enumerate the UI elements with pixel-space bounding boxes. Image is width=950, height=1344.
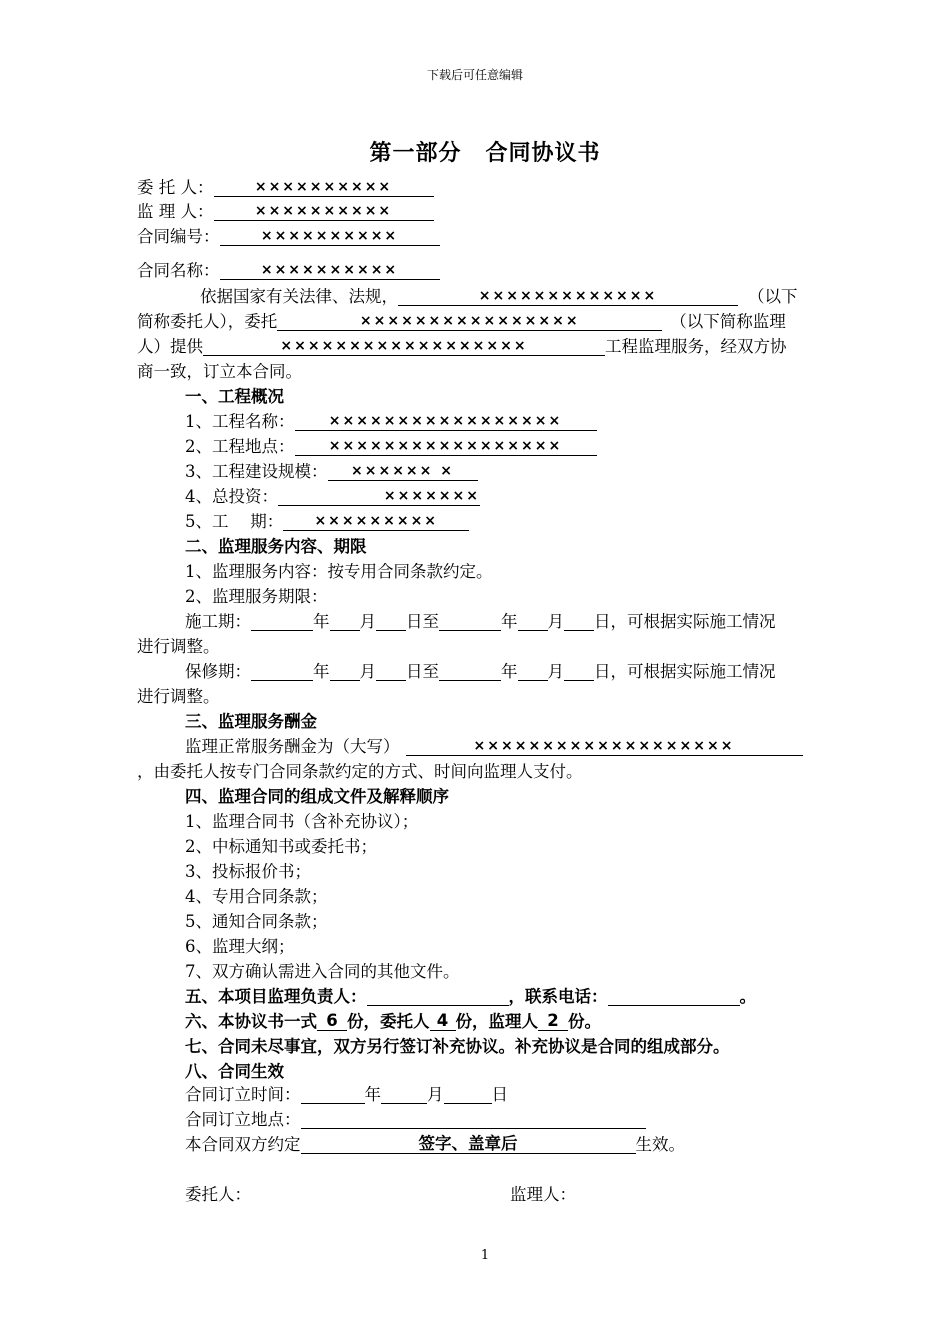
section-3-title: 三、监理服务酬金	[185, 712, 317, 731]
construction-period: 施工期： 年 月 日至 年 月 日，可根据实际施工情况	[185, 612, 776, 631]
contract-number: 合同编号： ××××××××××	[137, 225, 440, 249]
page-title	[0, 136, 950, 167]
doc-item: 1、监理合同书（含补充协议）；	[185, 812, 419, 831]
section-8-title: 八、合同生效	[185, 1062, 284, 1081]
project-duration: 5、工 期： ×××××××××	[185, 510, 469, 534]
project-location: 2、工程地点： ×××××××××××××××××	[185, 435, 597, 459]
project-scale: 3、工程建设规模： ×××××× ×	[185, 460, 478, 484]
fee-amount: 监理正常服务酬金为（大写） ×××××××××××××××××××	[185, 735, 803, 759]
total-investment: 4、总投资： ×××××××	[185, 487, 480, 506]
project-name: 1、工程名称： ×××××××××××××××××	[185, 410, 597, 434]
doc-item: 5、通知合同条款；	[185, 912, 328, 931]
intro-line-2: 简称委托人），委托 ×××××××××××××××× （以下简称监理	[137, 312, 786, 331]
section-4-title: 四、监理合同的组成文件及解释顺序	[185, 787, 449, 806]
page-number: 1	[480, 1248, 490, 1263]
intro-line-4: 商一致，订立本合同。	[137, 362, 302, 381]
service-content: 1、监理服务内容：按专用合同条款约定。	[185, 562, 493, 581]
section-7-supplement: 七、合同未尽事宜，双方另行签订补充协议。补充协议是合同的组成部分。	[185, 1037, 730, 1056]
signing-place: 合同订立地点：	[185, 1108, 646, 1132]
section-2-title: 二、监理服务内容、期限	[185, 537, 367, 556]
page-header: 下载后可任意编辑	[426, 68, 523, 82]
fee-payment: ，由委托人按专门合同条款约定的方式、时间向监理人支付。	[137, 762, 583, 781]
doc-item: 7、双方确认需进入合同的其他文件。	[185, 962, 460, 981]
signature-supervisor: 监理人：	[510, 1185, 576, 1204]
doc-item: 3、投标报价书；	[185, 862, 311, 881]
title-name: 合同协议书	[485, 141, 601, 166]
section-5-supervisor: 五、本项目监理负责人： ，联系电话： 。	[185, 987, 756, 1006]
construction-adjust: 进行调整。	[137, 637, 220, 656]
party-supervisor: 监 理 人： ××××××××××	[137, 200, 434, 224]
warranty-adjust: 进行调整。	[137, 687, 220, 706]
effect-clause: 本合同双方约定 签字、盖章后 生效。	[185, 1134, 685, 1154]
party-client: 委 托 人： ××××××××××	[137, 176, 434, 200]
intro-line-1: 依据国家有关法律、法规， ××××××××××××× （以下	[200, 287, 798, 306]
signing-time: 合同订立时间： 年 月 日	[185, 1085, 508, 1104]
signature-client: 委托人：	[185, 1185, 251, 1204]
warranty-period: 保修期： 年 月 日至 年 月 日，可根据实际施工情况	[185, 662, 776, 681]
doc-item: 2、中标通知书或委托书；	[185, 837, 377, 856]
contract-name: 合同名称： ××××××××××	[137, 259, 440, 283]
doc-item: 6、监理大纲；	[185, 937, 295, 956]
title-part: 第一部分	[369, 141, 462, 166]
service-period: 2、监理服务期限：	[185, 587, 328, 606]
intro-line-3: 人）提供 ×××××××××××××××××× 工程监理服务，经双方协	[137, 337, 787, 356]
section-6-copies: 六、本协议书一式 6 份，委托人 4 份，监理人 2 份。	[185, 1011, 601, 1031]
section-1-title: 一、工程概况	[185, 387, 284, 406]
doc-item: 4、专用合同条款；	[185, 887, 328, 906]
